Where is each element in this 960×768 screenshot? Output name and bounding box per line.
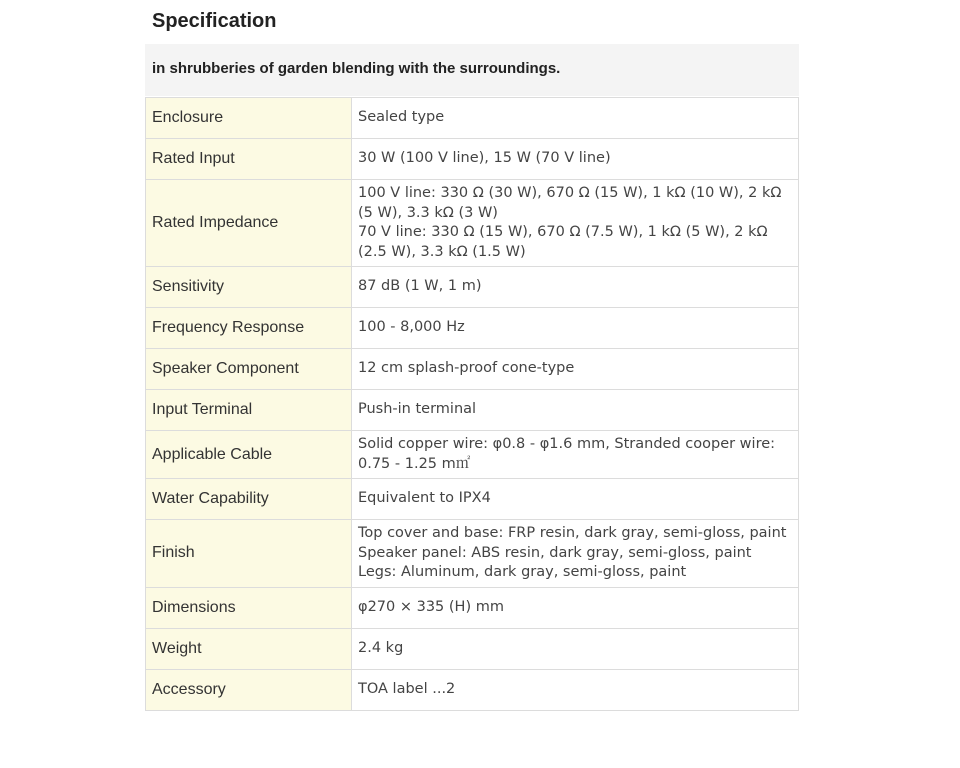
table-row (146, 390, 799, 431)
table-row (146, 520, 799, 588)
spec-value-line: TOA label ...2 (358, 680, 456, 697)
table-row (146, 587, 799, 628)
spec-value (352, 349, 799, 390)
spec-value-line: Equivalent to IPX4 (358, 490, 491, 507)
table-row (146, 98, 799, 139)
spec-value-line: Legs: Aluminum, dark gray, semi-gloss, paint (358, 564, 687, 580)
table-row (146, 479, 799, 520)
spec-value-line: 100 V line: 330 Ω (30 W), 670 Ω (15 W), 1 kΩ (10 W), 2 kΩ (5 W), 3.3 kΩ (3 W) (358, 185, 782, 221)
spec-value-line: Top cover and base: FRP resin, dark gray, semi-gloss, paint (358, 525, 787, 541)
spec-value (352, 180, 799, 267)
spec-value (352, 628, 799, 669)
spec-value (352, 669, 799, 710)
spec-label: Weight (146, 628, 352, 669)
spec-value (352, 479, 799, 520)
spec-label: Enclosure (146, 98, 352, 139)
spec-table-body (146, 98, 799, 711)
table-row (146, 180, 799, 267)
spec-label: Frequency Response (146, 308, 352, 349)
spec-label: Rated Input (146, 139, 352, 180)
spec-label: Dimensions (146, 587, 352, 628)
table-row (146, 431, 799, 479)
spec-value (352, 431, 799, 479)
spec-label: Water Capability (146, 479, 352, 520)
table-row (146, 267, 799, 308)
spec-value-line: Speaker panel: ABS resin, dark gray, semi-gloss, paint (358, 544, 752, 561)
table-row (146, 139, 799, 180)
spec-label: Applicable Cable (146, 431, 352, 479)
table-row (146, 628, 799, 669)
spec-value-line: 87 dB (1 W, 1 m) (358, 278, 482, 295)
spec-label: Input Terminal (146, 390, 352, 431)
spec-value-line: 12 cm splash-proof cone-type (358, 360, 575, 377)
spec-value (352, 520, 799, 588)
spec-label: Rated Impedance (146, 180, 352, 267)
spec-value (352, 139, 799, 180)
spec-value-line: 100 - 8,000 Hz (358, 319, 465, 336)
spec-value-line: φ270 × 335 (H) mm (358, 598, 504, 615)
spec-table (145, 97, 799, 711)
spec-value (352, 390, 799, 431)
spec-label: Speaker Component (146, 349, 352, 390)
spec-value-line: 30 W (100 V line), 15 W (70 V line) (358, 150, 611, 167)
table-row (146, 349, 799, 390)
table-row (146, 669, 799, 710)
spec-value-line: Solid copper wire: φ0.8 - φ1.6 mm, Stranded cooper wire: 0.75 - 1.25 m㎡ (358, 436, 776, 472)
spec-label: Accessory (146, 669, 352, 710)
spec-value-line: 70 V line: 330 Ω (15 W), 670 Ω (7.5 W), 1 kΩ (5 W), 2 kΩ (2.5 W), 3.3 kΩ (1.5 W) (358, 224, 768, 260)
spec-value (352, 98, 799, 139)
spec-value-line: Sealed type (358, 109, 445, 126)
intro-text: in shrubberies of garden blending with the surroundings. (145, 44, 799, 96)
spec-value (352, 587, 799, 628)
page-title: Specification (152, 10, 277, 32)
table-row (146, 308, 799, 349)
spec-label: Sensitivity (146, 267, 352, 308)
spec-value-line: 2.4 kg (358, 639, 404, 656)
spec-label: Finish (146, 520, 352, 588)
spec-value (352, 267, 799, 308)
spec-value-line: Push-in terminal (358, 401, 477, 418)
spec-value (352, 308, 799, 349)
